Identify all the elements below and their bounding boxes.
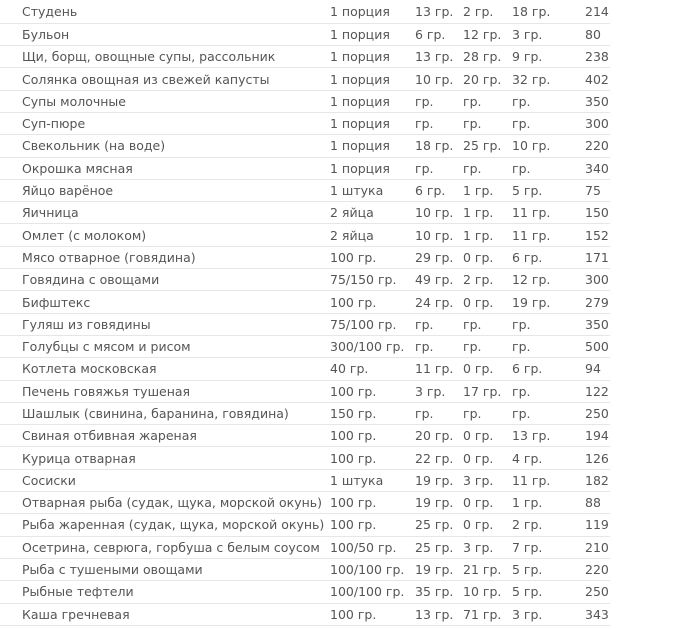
fat-cell: 1 гр. (463, 183, 494, 199)
table-row (0, 581, 610, 603)
table-row (0, 425, 610, 447)
food-name-cell: Сосиски (22, 472, 76, 488)
carbs-cell: 18 гр. (512, 4, 551, 20)
calories-cell: 150 (585, 205, 609, 221)
nutrition-table (0, 1, 610, 626)
portion-cell: 75/100 гр. (330, 316, 397, 332)
protein-cell: 6 гр. (415, 26, 446, 42)
fat-cell: гр. (463, 116, 482, 132)
protein-cell: 10 гр. (415, 205, 454, 221)
food-name-cell: Студень (22, 4, 78, 20)
fat-cell: 0 гр. (463, 361, 494, 377)
carbs-cell: 32 гр. (512, 71, 551, 87)
food-name-cell: Котлета московская (22, 361, 157, 377)
table-row (0, 536, 610, 558)
calories-cell: 122 (585, 383, 609, 399)
carbs-cell: 4 гр. (512, 450, 543, 466)
table-row (0, 469, 610, 491)
protein-cell: 3 гр. (415, 383, 446, 399)
calories-cell: 210 (585, 539, 609, 555)
calories-cell: 238 (585, 49, 609, 65)
food-name-cell: Бифштекс (22, 294, 91, 310)
portion-cell: 1 порция (330, 138, 390, 154)
fat-cell: гр. (463, 93, 482, 109)
portion-cell: 100 гр. (330, 249, 377, 265)
calories-cell: 340 (585, 160, 609, 176)
protein-cell: 20 гр. (415, 428, 454, 444)
carbs-cell: 12 гр. (512, 272, 551, 288)
protein-cell: 25 гр. (415, 539, 454, 555)
carbs-cell: 1 гр. (512, 495, 543, 511)
fat-cell: 25 гр. (463, 138, 502, 154)
food-name-cell: Рыбные тефтели (22, 584, 134, 600)
protein-cell: гр. (415, 339, 434, 355)
table-row (0, 23, 610, 45)
protein-cell: 29 гр. (415, 249, 454, 265)
fat-cell: 0 гр. (463, 294, 494, 310)
carbs-cell: 11 гр. (512, 227, 551, 243)
portion-cell: 1 порция (330, 71, 390, 87)
protein-cell: 35 гр. (415, 584, 454, 600)
carbs-cell: 7 гр. (512, 539, 543, 555)
calories-cell: 220 (585, 138, 609, 154)
calories-cell: 350 (585, 316, 609, 332)
portion-cell: 100/100 гр. (330, 562, 405, 578)
calories-cell: 94 (585, 361, 601, 377)
carbs-cell: 6 гр. (512, 361, 543, 377)
portion-cell: 2 яйца (330, 227, 374, 243)
table-row (0, 135, 610, 157)
calories-cell: 80 (585, 26, 601, 42)
portion-cell: 1 штука (330, 472, 384, 488)
fat-cell: 0 гр. (463, 428, 494, 444)
fat-cell: 20 гр. (463, 71, 502, 87)
table-row (0, 246, 610, 268)
table-row (0, 447, 610, 469)
portion-cell: 1 штука (330, 183, 384, 199)
calories-cell: 119 (585, 517, 609, 533)
carbs-cell: гр. (512, 383, 531, 399)
carbs-cell: гр. (512, 316, 531, 332)
table-row (0, 269, 610, 291)
food-name-cell: Шашлык (свинина, баранина, говядина) (22, 405, 289, 421)
protein-cell: 11 гр. (415, 361, 454, 377)
calories-cell: 214 (585, 4, 609, 20)
protein-cell: 49 гр. (415, 272, 454, 288)
calories-cell: 343 (585, 606, 609, 622)
portion-cell: 1 порция (330, 26, 390, 42)
table-row (0, 179, 610, 201)
carbs-cell: 3 гр. (512, 606, 543, 622)
portion-cell: 100 гр. (330, 517, 377, 533)
carbs-cell: 11 гр. (512, 472, 551, 488)
carbs-cell: 5 гр. (512, 584, 543, 600)
table-row (0, 202, 610, 224)
table-row (0, 157, 610, 179)
fat-cell: 28 гр. (463, 49, 502, 65)
table-row (0, 1, 610, 23)
food-name-cell: Рыба с тушеными овощами (22, 562, 203, 578)
portion-cell: 300/100 гр. (330, 339, 405, 355)
calories-cell: 250 (585, 405, 609, 421)
portion-cell: 100/50 гр. (330, 539, 397, 555)
fat-cell: 0 гр. (463, 517, 494, 533)
calories-cell: 350 (585, 93, 609, 109)
carbs-cell: 11 гр. (512, 205, 551, 221)
carbs-cell: 6 гр. (512, 249, 543, 265)
carbs-cell: 10 гр. (512, 138, 551, 154)
carbs-cell: 3 гр. (512, 26, 543, 42)
calories-cell: 300 (585, 272, 609, 288)
carbs-cell: гр. (512, 116, 531, 132)
fat-cell: 17 гр. (463, 383, 502, 399)
food-name-cell: Омлет (с молоком) (22, 227, 147, 243)
fat-cell: 0 гр. (463, 249, 494, 265)
fat-cell: 12 гр. (463, 26, 502, 42)
fat-cell: гр. (463, 405, 482, 421)
protein-cell: гр. (415, 93, 434, 109)
carbs-cell: гр. (512, 160, 531, 176)
protein-cell: 10 гр. (415, 227, 454, 243)
portion-cell: 1 порция (330, 116, 390, 132)
protein-cell: гр. (415, 316, 434, 332)
protein-cell: гр. (415, 160, 434, 176)
carbs-cell: 19 гр. (512, 294, 551, 310)
protein-cell: гр. (415, 116, 434, 132)
calories-cell: 250 (585, 584, 609, 600)
food-name-cell: Голубцы с мясом и рисом (22, 339, 191, 355)
protein-cell: 13 гр. (415, 49, 454, 65)
fat-cell: гр. (463, 160, 482, 176)
fat-cell: 0 гр. (463, 495, 494, 511)
protein-cell: гр. (415, 405, 434, 421)
table-row (0, 358, 610, 380)
calories-cell: 152 (585, 227, 609, 243)
table-row (0, 558, 610, 580)
carbs-cell: 13 гр. (512, 428, 551, 444)
portion-cell: 100 гр. (330, 294, 377, 310)
fat-cell: 1 гр. (463, 205, 494, 221)
protein-cell: 24 гр. (415, 294, 454, 310)
carbs-cell: 2 гр. (512, 517, 543, 533)
protein-cell: 13 гр. (415, 4, 454, 20)
table-row (0, 514, 610, 536)
portion-cell: 100 гр. (330, 606, 377, 622)
carbs-cell: 5 гр. (512, 562, 543, 578)
portion-cell: 1 порция (330, 93, 390, 109)
portion-cell: 100 гр. (330, 383, 377, 399)
food-name-cell: Яичница (22, 205, 79, 221)
fat-cell: 21 гр. (463, 562, 502, 578)
food-name-cell: Мясо отварное (говядина) (22, 249, 196, 265)
calories-cell: 182 (585, 472, 609, 488)
table-row (0, 68, 610, 90)
calories-cell: 220 (585, 562, 609, 578)
protein-cell: 19 гр. (415, 472, 454, 488)
carbs-cell: гр. (512, 93, 531, 109)
protein-cell: 25 гр. (415, 517, 454, 533)
fat-cell: 10 гр. (463, 584, 502, 600)
portion-cell: 40 гр. (330, 361, 369, 377)
protein-cell: 18 гр. (415, 138, 454, 154)
food-name-cell: Отварная рыба (судак, щука, морской окунь) (22, 495, 323, 511)
table-row (0, 90, 610, 112)
fat-cell: 71 гр. (463, 606, 502, 622)
table-row (0, 46, 610, 68)
table-row (0, 380, 610, 402)
fat-cell: 1 гр. (463, 227, 494, 243)
fat-cell: гр. (463, 316, 482, 332)
table-row (0, 492, 610, 514)
fat-cell: 3 гр. (463, 539, 494, 555)
food-name-cell: Каша гречневая (22, 606, 130, 622)
protein-cell: 19 гр. (415, 495, 454, 511)
calories-cell: 75 (585, 183, 601, 199)
fat-cell: 2 гр. (463, 4, 494, 20)
calories-cell: 500 (585, 339, 609, 355)
fat-cell: 2 гр. (463, 272, 494, 288)
portion-cell: 100/100 гр. (330, 584, 405, 600)
fat-cell: гр. (463, 339, 482, 355)
protein-cell: 13 гр. (415, 606, 454, 622)
table-row (0, 603, 610, 625)
calories-cell: 402 (585, 71, 609, 87)
food-name-cell: Свекольник (на воде) (22, 138, 166, 154)
food-name-cell: Печень говяжья тушеная (22, 383, 191, 399)
carbs-cell: гр. (512, 339, 531, 355)
food-name-cell: Яйцо варёное (22, 183, 114, 199)
food-name-cell: Курица отварная (22, 450, 136, 466)
nutrition-table-body (0, 1, 610, 625)
food-name-cell: Говядина с овощами (22, 272, 160, 288)
protein-cell: 19 гр. (415, 562, 454, 578)
food-name-cell: Окрошка мясная (22, 160, 133, 176)
food-name-cell: Суп-пюре (22, 116, 86, 132)
fat-cell: 3 гр. (463, 472, 494, 488)
portion-cell: 150 гр. (330, 405, 377, 421)
portion-cell: 100 гр. (330, 428, 377, 444)
calories-cell: 126 (585, 450, 609, 466)
food-name-cell: Свиная отбивная жареная (22, 428, 197, 444)
food-name-cell: Гуляш из говядины (22, 316, 151, 332)
food-name-cell: Щи, борщ, овощные супы, рассольник (22, 49, 276, 65)
calories-cell: 88 (585, 495, 601, 511)
portion-cell: 1 порция (330, 4, 390, 20)
fat-cell: 0 гр. (463, 450, 494, 466)
carbs-cell: гр. (512, 405, 531, 421)
table-row (0, 335, 610, 357)
food-name-cell: Бульон (22, 26, 70, 42)
table-row (0, 291, 610, 313)
protein-cell: 6 гр. (415, 183, 446, 199)
food-name-cell: Осетрина, севрюга, горбуша с белым соусом (22, 539, 320, 555)
portion-cell: 100 гр. (330, 450, 377, 466)
protein-cell: 22 гр. (415, 450, 454, 466)
calories-cell: 171 (585, 249, 609, 265)
table-row (0, 313, 610, 335)
calories-cell: 279 (585, 294, 609, 310)
protein-cell: 10 гр. (415, 71, 454, 87)
food-name-cell: Супы молочные (22, 93, 126, 109)
calories-cell: 300 (585, 116, 609, 132)
food-name-cell: Рыба жаренная (судак, щука, морской окунь) (22, 517, 325, 533)
portion-cell: 75/150 гр. (330, 272, 397, 288)
table-row (0, 224, 610, 246)
carbs-cell: 9 гр. (512, 49, 543, 65)
portion-cell: 1 порция (330, 49, 390, 65)
table-row (0, 402, 610, 424)
portion-cell: 2 яйца (330, 205, 374, 221)
portion-cell: 1 порция (330, 160, 390, 176)
calories-cell: 194 (585, 428, 609, 444)
table-row (0, 112, 610, 134)
carbs-cell: 5 гр. (512, 183, 543, 199)
portion-cell: 100 гр. (330, 495, 377, 511)
food-name-cell: Солянка овощная из свежей капусты (22, 71, 270, 87)
